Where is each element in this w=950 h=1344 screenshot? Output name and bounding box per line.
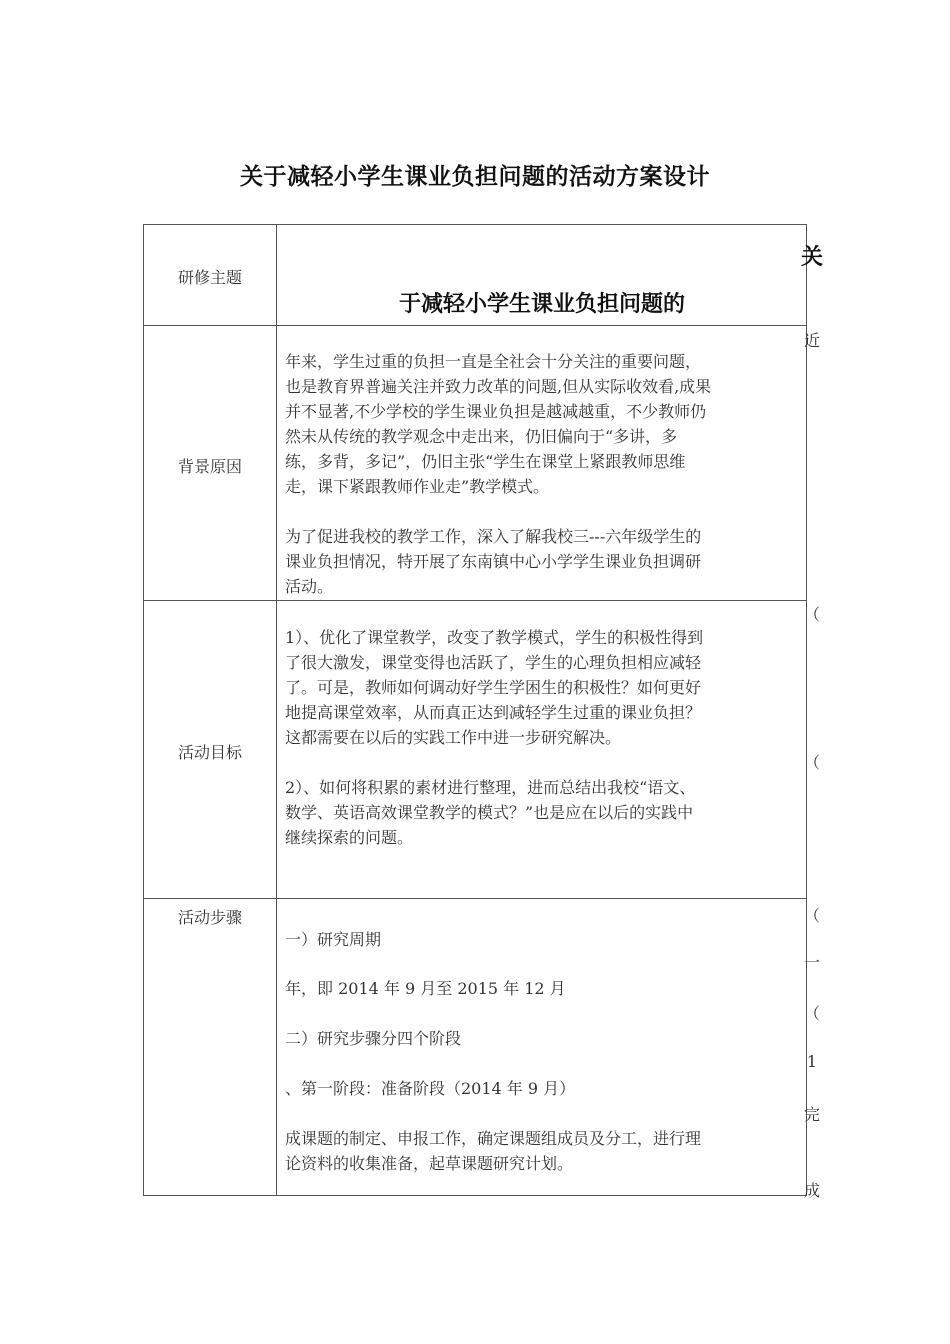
steps-item: 、第一阶段：准备阶段（2014 年 9 月）	[285, 1079, 576, 1098]
row-divider	[144, 898, 806, 899]
text-line: 为了促进我校的教学工作，深入了解我校三---六年级学生的	[285, 527, 702, 546]
steps-paragraph	[285, 1126, 801, 1176]
row-label-goal: 活动目标	[177, 743, 242, 762]
goal-paragraph-2	[285, 775, 801, 850]
text-line: 成课题的制定、申报工作，确定课题组成员及分工，进行理	[285, 1129, 702, 1148]
text-line: 活动。	[285, 577, 334, 596]
theme-content: 于减轻小学生课业负担问题的	[398, 292, 685, 317]
document-title: 关于减轻小学生课业负担问题的活动方案设计	[240, 164, 710, 190]
overflow-char: （	[803, 906, 820, 925]
text-line: 地提高课堂效率，从而真正达到减轻学生过重的课业负担？	[285, 703, 702, 722]
overflow-char: 关	[800, 245, 823, 270]
background-paragraph-2	[285, 524, 801, 599]
text-line: 论资料的收集准备，起草课题研究计划。	[285, 1154, 574, 1173]
text-line: 走，课下紧跟教师作业走”教学模式。	[285, 477, 550, 496]
overflow-char: （	[803, 753, 820, 772]
text-line: 也是教育界普遍关注并致力改革的问题,但从实际收效看,成果	[285, 377, 712, 396]
text-line: 课业负担情况，特开展了东南镇中心小学学生课业负担调研	[285, 552, 702, 571]
text-line: 这都需要在以后的实践工作中进一步研究解决。	[285, 728, 622, 747]
overflow-char: （	[803, 605, 820, 624]
text-line: 数学、英语高效课堂教学的模式？”也是应在以后的实践中	[285, 803, 694, 822]
row-divider	[144, 600, 806, 601]
text-line: 2）、如何将积累的素材进行整理，进而总结出我校“语文、	[285, 778, 696, 797]
text-line: 了很大激发，课堂变得也活跃了，学生的心理负担相应减轻	[285, 653, 702, 672]
steps-item: 二）研究步骤分四个阶段	[285, 1029, 462, 1048]
overflow-char: 1	[806, 1052, 818, 1071]
plan-table	[143, 224, 807, 1196]
row-label-background: 背景原因	[177, 457, 242, 476]
overflow-char: 成	[803, 1181, 820, 1200]
text-line: 继续探索的问题。	[285, 828, 414, 847]
text-line: 并不显著,不少学校的学生课业负担是越减越重，不少教师仍	[285, 402, 707, 421]
column-divider	[276, 225, 277, 1195]
text-line: 了。可是，教师如何调动好学生学困生的积极性？如何更好	[285, 678, 702, 697]
overflow-char: 一	[803, 953, 820, 972]
goal-paragraph-1	[285, 625, 801, 750]
text-line: 练，多背，多记”，仍旧主张“学生在课堂上紧跟教师思维	[285, 452, 686, 471]
overflow-char: 近	[803, 331, 820, 350]
row-divider	[144, 325, 806, 326]
steps-item: 年，即 2014 年 9 月至 2015 年 12 月	[285, 979, 566, 998]
overflow-char: 完	[803, 1105, 820, 1124]
row-label-theme: 研修主题	[177, 268, 242, 287]
background-paragraph-1	[285, 349, 801, 499]
text-line: 然未从传统的教学观念中走出来，仍旧偏向于“多讲，多	[285, 427, 678, 446]
row-label-steps: 活动步骤	[177, 908, 242, 927]
text-line: 1）、优化了课堂教学，改变了教学模式，学生的积极性得到	[285, 628, 704, 647]
steps-item: 一）研究周期	[285, 930, 382, 949]
overflow-char: （	[803, 1004, 820, 1023]
text-line: 年来，学生过重的负担一直是全社会十分关注的重要问题，	[285, 352, 702, 371]
